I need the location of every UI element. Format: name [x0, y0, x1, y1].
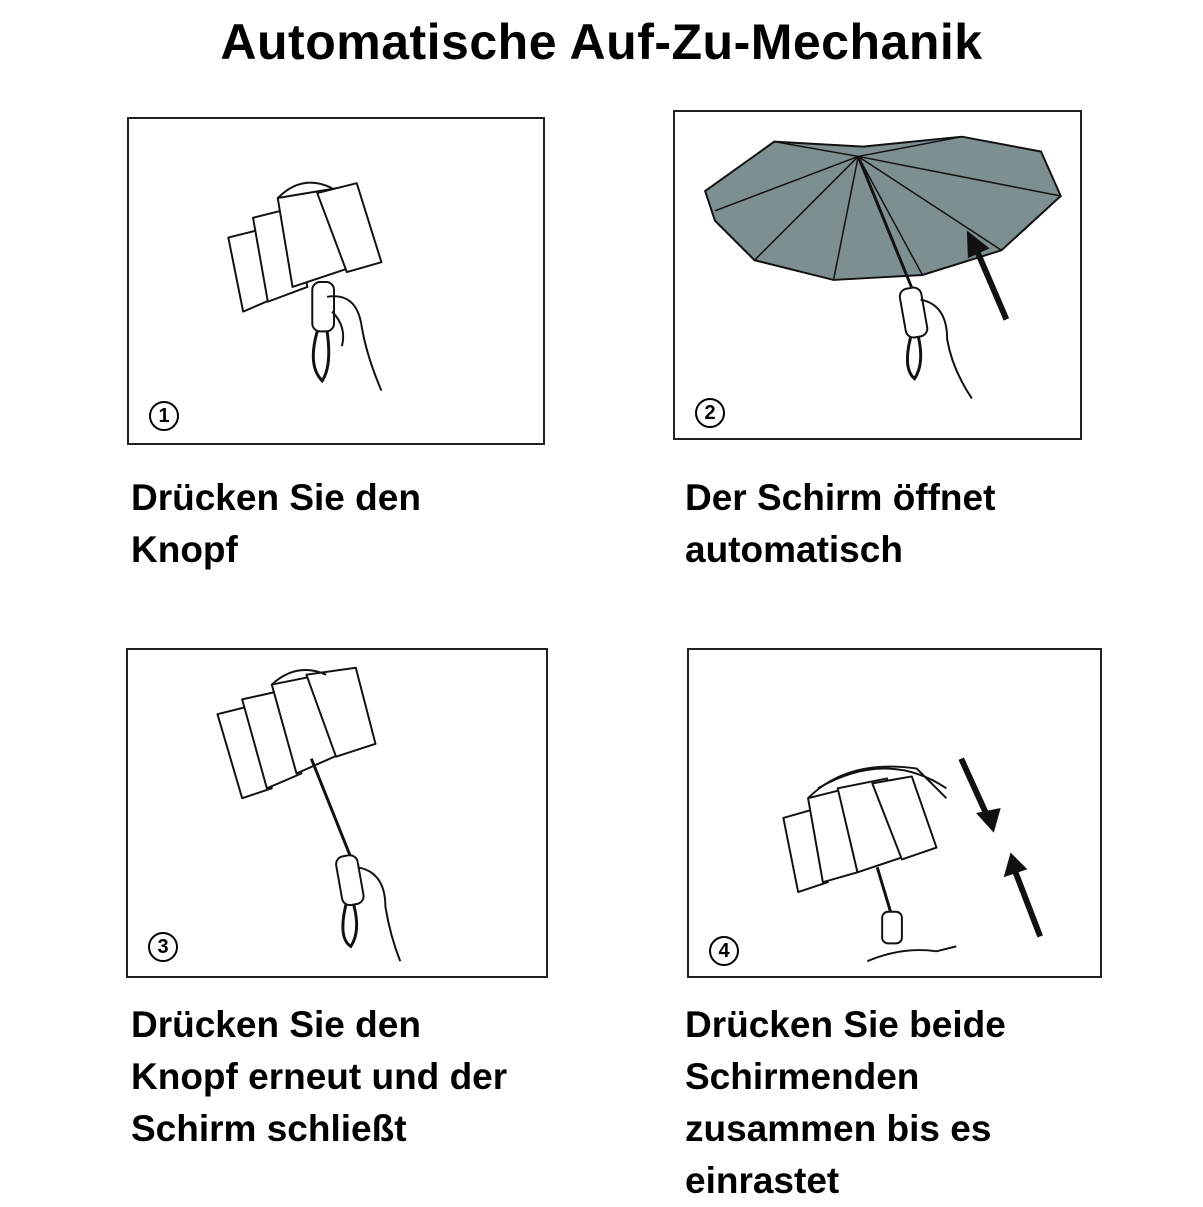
step-1-number-badge: 1: [149, 401, 179, 431]
step-2-panel: [673, 110, 1082, 440]
step-3-panel: [126, 648, 548, 978]
step-3-caption: [131, 999, 507, 1155]
step-4-caption: [685, 999, 1006, 1207]
step-1-panel: [127, 117, 545, 445]
caption-line: Der Schirm öffnet: [685, 477, 996, 518]
down-arrow-icon: [976, 808, 1001, 833]
opening-umbrella-illustration: [675, 112, 1080, 438]
folded-umbrella-press-illustration: [129, 119, 543, 443]
caption-line: einrastet: [685, 1160, 840, 1201]
page-title: Automatische Auf-Zu-Mechanik: [220, 14, 983, 70]
step-4-number-badge: 4: [709, 936, 739, 966]
caption-line: Drücken Sie den: [131, 1004, 421, 1045]
caption-line: Drücken Sie beide: [685, 1004, 1006, 1045]
step-2-number-badge: 2: [695, 398, 725, 428]
caption-line: Schirm schließt: [131, 1108, 407, 1149]
pressing-umbrella-shut-illustration: [689, 650, 1100, 976]
step-4-panel: [687, 648, 1102, 978]
caption-line: Knopf erneut und der: [131, 1056, 508, 1097]
folded-umbrella-close-illustration: [128, 650, 546, 976]
step-1-caption: [131, 472, 421, 576]
caption-line: Drücken Sie den: [131, 477, 421, 518]
step-2-caption: [685, 472, 995, 576]
umbrella-canopy: [705, 137, 1061, 280]
caption-line: zusammen bis es: [685, 1108, 992, 1149]
caption-line: automatisch: [685, 529, 903, 570]
caption-line: Knopf: [131, 529, 238, 570]
caption-line: Schirmenden: [685, 1056, 920, 1097]
step-3-number-badge: 3: [148, 932, 178, 962]
